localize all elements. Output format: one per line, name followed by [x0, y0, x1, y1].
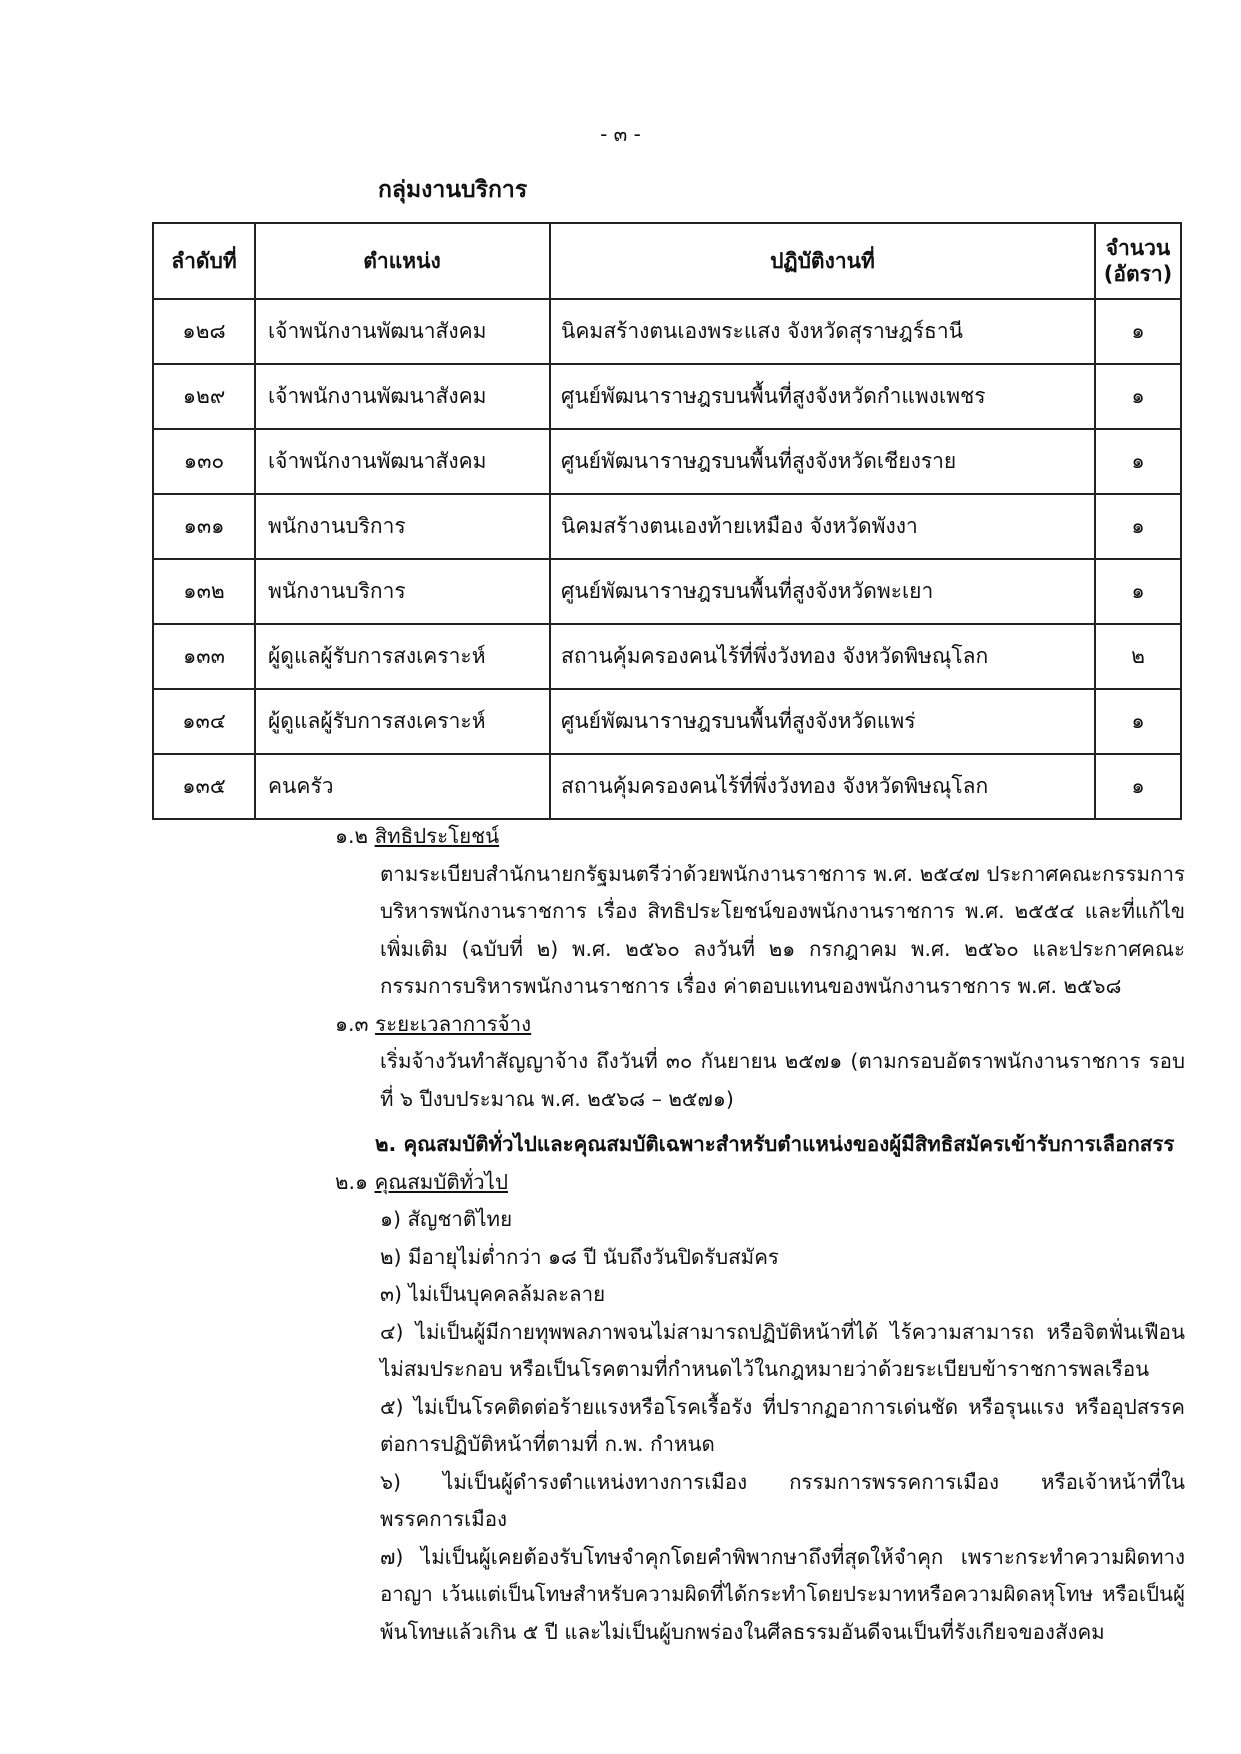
table-row [153, 689, 1181, 754]
header-count-line1: จำนวน [1105, 235, 1171, 260]
table-row [153, 494, 1181, 559]
table-row [153, 754, 1181, 819]
table-row [153, 624, 1181, 689]
qualification-item: ๒) มีอายุไม่ต่ำกว่า ๑๘ ปี นับถึงวันปิดรับสมัคร [380, 1244, 779, 1269]
qualification-list [155, 1201, 1185, 1651]
table-row [153, 364, 1181, 429]
header-position: ตำแหน่ง [255, 223, 550, 299]
row-count: ๑ [1095, 364, 1181, 429]
row-position: คนครัว [255, 754, 550, 819]
row-no: ๑๓๕ [153, 754, 255, 819]
qualification-item: ๖) ไม่เป็นผู้ดำรงตำแหน่งทางการเมือง กรรมการพรรคการเมือง หรือเจ้าหน้าที่ในพรรคการเมือง [380, 1469, 1185, 1531]
row-position: พนักงานบริการ [255, 494, 550, 559]
row-count: ๒ [1095, 624, 1181, 689]
row-no: ๑๒๙ [153, 364, 255, 429]
row-count: ๑ [1095, 494, 1181, 559]
header-count-line2: (อัตรา) [1103, 262, 1173, 286]
heading-1-3-title: ระยะเวลาการจ้าง [375, 1011, 532, 1036]
row-count: ๑ [1095, 754, 1181, 819]
page-number: - ๓ - [600, 122, 641, 146]
row-position: เจ้าพนักงานพัฒนาสังคม [255, 429, 550, 494]
row-count: ๑ [1095, 299, 1181, 364]
header-no: ลำดับที่ [153, 223, 255, 299]
table-body [153, 299, 1181, 819]
row-count: ๑ [1095, 689, 1181, 754]
row-no: ๑๒๘ [153, 299, 255, 364]
heading-1-2 [155, 818, 1185, 856]
document-body [155, 818, 1185, 1651]
heading-1-3-number: ๑.๓ [335, 1011, 376, 1036]
table-row [153, 299, 1181, 364]
heading-1-2-number: ๑.๒ [335, 824, 375, 848]
row-location: สถานคุ้มครองคนไร้ที่พึ่งวังทอง จังหวัดพิษณุโลก [550, 754, 1095, 819]
heading-2-1-number: ๒.๑ [335, 1169, 375, 1194]
row-no: ๑๓๐ [153, 429, 255, 494]
row-location: นิคมสร้างตนเองพระแสง จังหวัดสุราษฎร์ธานี [550, 299, 1095, 364]
qualification-item: ๑) สัญชาติไทย [380, 1207, 513, 1231]
qualification-item: ๕) ไม่เป็นโรคติดต่อร้ายแรงหรือโรคเรื้อรัง ที่ปรากฏอาการเด่นชัด หรือรุนแรง หรืออุปสรรคต่อการปฏิบัติหน้าที่ตามที่ ก.พ. กำหนด [380, 1394, 1185, 1456]
row-location: นิคมสร้างตนเองท้ายเหมือง จังหวัดพังงา [550, 494, 1095, 559]
row-location: ศูนย์พัฒนาราษฎรบนพื้นที่สูงจังหวัดพะเยา [550, 559, 1095, 624]
heading-1-3 [155, 1006, 1185, 1044]
row-location: ศูนย์พัฒนาราษฎรบนพื้นที่สูงจังหวัดกำแพงเพชร [550, 364, 1095, 429]
paragraph-1-2: ตามระเบียบสำนักนายกรัฐมนตรีว่าด้วยพนักงานราชการ พ.ศ. ๒๕๔๗ ประกาศคณะกรรมการบริหารพนักงานราชการ เรื่อง สิทธิประโยชน์ของพนักงานราชการ พ.ศ. ๒๕๕๔ และที่แก้ไขเพิ่มเติม (ฉบับที่ ๒) พ.ศ. ๒๕๖๐ ลงวันที่ ๒๑ กรกฎาคม พ.ศ. ๒๕๖๐ และประกาศคณะกรรมการบริหารพนักงานราชการ เรื่อง ค่าตอบแทนของพนักงานราชการ พ.ศ. ๒๕๖๘ [380, 861, 1185, 998]
row-position: เจ้าพนักงานพัฒนาสังคม [255, 299, 550, 364]
row-count: ๑ [1095, 559, 1181, 624]
heading-2: ๒. คุณสมบัติทั่วไปและคุณสมบัติเฉพาะสำหรับตำแหน่งของผู้มีสิทธิสมัครเข้ารับการเลือกสรร [375, 1132, 1175, 1156]
heading-2-1-title: คุณสมบัติทั่วไป [374, 1169, 508, 1194]
header-location: ปฏิบัติงานที่ [550, 223, 1095, 299]
row-count: ๑ [1095, 429, 1181, 494]
qualification-item: ๓) ไม่เป็นบุคคลล้มละลาย [380, 1282, 606, 1306]
row-location: ศูนย์พัฒนาราษฎรบนพื้นที่สูงจังหวัดแพร่ [550, 689, 1095, 754]
paragraph-1-3: เริ่มจ้างวันทำสัญญาจ้าง ถึงวันที่ ๓๐ กันยายน ๒๕๗๑ (ตามกรอบอัตราพนักงานราชการ รอบที่ ๖ ปีงบประมาณ พ.ศ. ๒๕๖๘ – ๒๕๗๑) [380, 1049, 1185, 1111]
header-count [1095, 223, 1181, 299]
row-location: สถานคุ้มครองคนไร้ที่พึ่งวังทอง จังหวัดพิษณุโลก [550, 624, 1095, 689]
row-no: ๑๓๒ [153, 559, 255, 624]
row-no: ๑๓๑ [153, 494, 255, 559]
section-title: กลุ่มงานบริการ [378, 177, 528, 203]
heading-1-2-title: สิทธิประโยชน์ [374, 824, 500, 848]
table-header-row [153, 223, 1181, 299]
row-position: ผู้ดูแลผู้รับการสงเคราะห์ [255, 689, 550, 754]
qualification-item: ๔) ไม่เป็นผู้มีกายทุพพลภาพจนไม่สามารถปฏิบัติหน้าที่ได้ ไร้ความสามารถ หรือจิตฟั่นเฟือนไม่สมประกอบ หรือเป็นโรคตามที่กำหนดไว้ในกฎหมายว่าด้วยระเบียบข้าราชการพลเรือน [380, 1319, 1185, 1381]
row-location: ศูนย์พัฒนาราษฎรบนพื้นที่สูงจังหวัดเชียงราย [550, 429, 1095, 494]
table-row [153, 559, 1181, 624]
table-row [153, 429, 1181, 494]
row-no: ๑๓๔ [153, 689, 255, 754]
row-position: ผู้ดูแลผู้รับการสงเคราะห์ [255, 624, 550, 689]
heading-2-1 [155, 1164, 1185, 1202]
positions-table [152, 222, 1182, 820]
row-position: พนักงานบริการ [255, 559, 550, 624]
row-position: เจ้าพนักงานพัฒนาสังคม [255, 364, 550, 429]
row-no: ๑๓๓ [153, 624, 255, 689]
qualification-item: ๗) ไม่เป็นผู้เคยต้องรับโทษจำคุกโดยคำพิพากษาถึงที่สุดให้จำคุก เพราะกระทำความผิดทางอาญา เว้นแต่เป็นโทษสำหรับความผิดที่ได้กระทำโดยประมาทหรือความผิดลหุโทษ หรือเป็นผู้พ้นโทษแล้วเกิน ๕ ปี และไม่เป็นผู้บกพร่องในศีลธรรมอันดีจนเป็นที่รังเกียจของสังคม [380, 1544, 1185, 1644]
